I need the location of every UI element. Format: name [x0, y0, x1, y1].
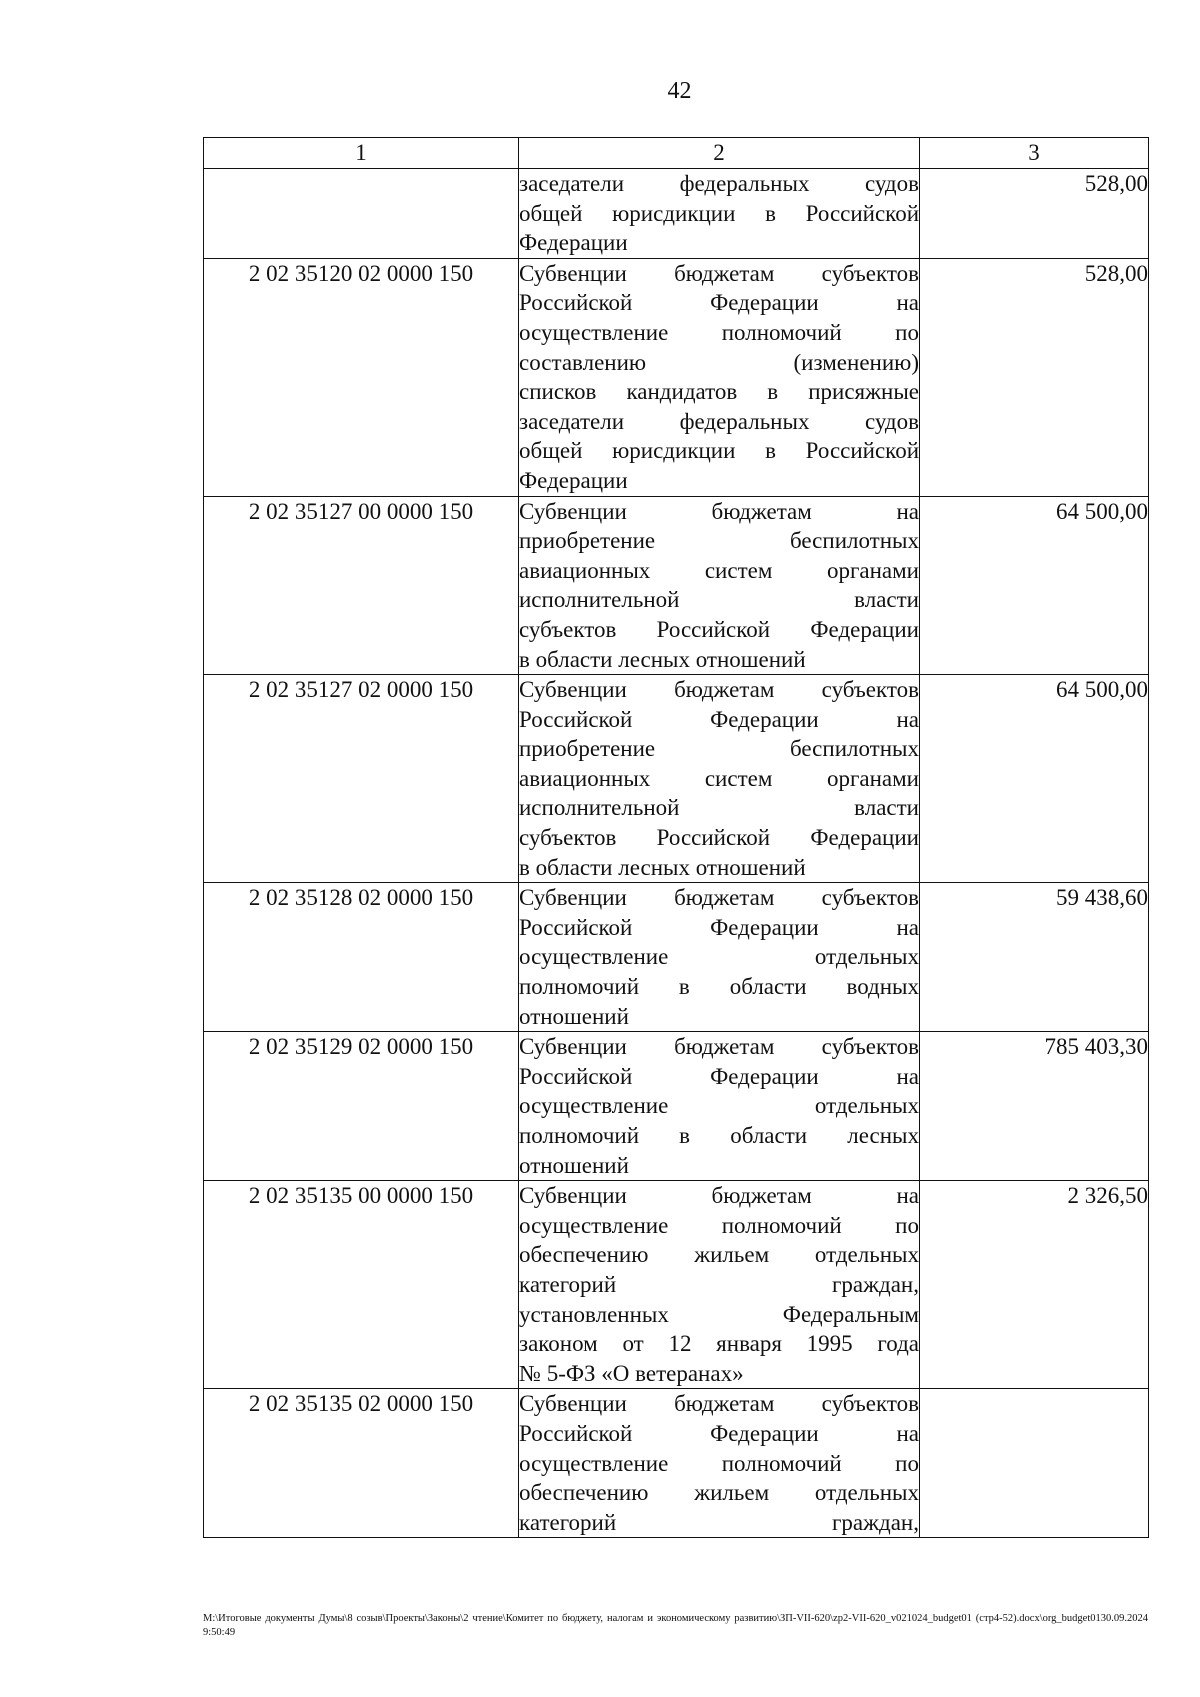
description-line: в области лесных отношений [519, 646, 806, 672]
description-line: Российской Федерации на [519, 914, 919, 940]
description-line: исполнительной власти [519, 587, 919, 613]
amount-cell: 528,00 [920, 258, 1149, 496]
description-line: Субвенции бюджетам субъектов [519, 885, 919, 911]
revenue-code-cell: 2 02 35127 00 0000 150 [204, 496, 519, 675]
table-row [204, 1181, 1149, 1389]
description-line: Субвенции бюджетам на [519, 498, 919, 524]
revenue-code-cell: 2 02 35120 02 0000 150 [204, 258, 519, 496]
description-line: полномочий в области водных [519, 974, 919, 1000]
description-line: в области лесных отношений [519, 854, 806, 880]
table-row [204, 883, 1149, 1032]
description-line: категорий граждан, [519, 1271, 919, 1297]
revenue-code-cell: 2 02 35127 02 0000 150 [204, 675, 519, 883]
description-line: осуществление отдельных [519, 1093, 919, 1119]
description-line: осуществление полномочий по [519, 319, 919, 345]
description-line: категорий граждан, [519, 1509, 919, 1535]
description-line: осуществление отдельных [519, 944, 919, 970]
budget-table [203, 137, 1149, 1538]
description-line: субъектов Российской Федерации [519, 825, 919, 851]
amount-cell: 528,00 [920, 169, 1149, 259]
description-line: осуществление полномочий по [519, 1212, 919, 1238]
description-cell [519, 1389, 920, 1538]
amount-cell [920, 1389, 1149, 1538]
description-line: отношений [519, 1003, 629, 1029]
description-line: Российской Федерации на [519, 1420, 919, 1446]
description-line: Российской Федерации на [519, 1063, 919, 1089]
column-header-amount: 3 [920, 138, 1149, 169]
table-row [204, 675, 1149, 883]
description-line: № 5-ФЗ «О ветеранах» [519, 1360, 744, 1386]
description-line: заседатели федеральных судов [519, 171, 919, 196]
description-line: Российской Федерации на [519, 706, 919, 732]
description-cell [519, 1181, 920, 1389]
description-line: составлению (изменению) [519, 349, 919, 375]
column-header-description: 2 [519, 138, 920, 169]
description-line: субъектов Российской Федерации [519, 616, 919, 642]
revenue-code-cell: 2 02 35129 02 0000 150 [204, 1032, 519, 1181]
description-line: Субвенции бюджетам субъектов [519, 260, 919, 286]
table-header-row [204, 138, 1149, 169]
amount-cell: 59 438,60 [920, 883, 1149, 1032]
description-line: обеспечению жильем отдельных [519, 1480, 919, 1506]
column-header-code: 1 [204, 138, 519, 169]
description-line: обеспечению жильем отдельных [519, 1242, 919, 1268]
description-line: Субвенции бюджетам на [519, 1183, 919, 1209]
description-line: авиационных систем органами [519, 557, 919, 583]
table-row [204, 1032, 1149, 1181]
amount-cell: 64 500,00 [920, 496, 1149, 675]
table-row [204, 496, 1149, 675]
revenue-code-cell: 2 02 35135 00 0000 150 [204, 1181, 519, 1389]
description-cell [519, 883, 920, 1032]
amount-cell: 2 326,50 [920, 1181, 1149, 1389]
table-row [204, 1389, 1149, 1538]
description-cell [519, 1032, 920, 1181]
revenue-code-cell: 2 02 35135 02 0000 150 [204, 1389, 519, 1538]
description-cell [519, 496, 920, 675]
description-line: Федерации [519, 467, 628, 493]
description-line: исполнительной власти [519, 795, 919, 821]
description-line: приобретение беспилотных [519, 528, 919, 554]
page-number: 42 [667, 78, 692, 104]
description-line: Субвенции бюджетам субъектов [519, 1391, 919, 1417]
footer-file-path: M:\Итоговые документы Думы\8 созыв\Проекты\Законы\2 чтение\Комитет по бюджету, налогам и экономическому развитию\ЗП-VII-620\zp2-VII-620_v021024_budget01 (стр4-52).docx\org_budget0130.09.2024 9:50:49 [203, 1613, 1148, 1638]
description-line: общей юрисдикции в Российской [519, 438, 919, 464]
description-line: законом от 12 января 1995 года [519, 1331, 919, 1357]
description-line: Субвенции бюджетам субъектов [519, 677, 919, 703]
description-line: общей юрисдикции в Российской [519, 200, 919, 226]
description-line: осуществление полномочий по [519, 1450, 919, 1476]
description-cell [519, 675, 920, 883]
description-line: Федерации [519, 230, 628, 256]
description-line: Российской Федерации на [519, 290, 919, 316]
description-line: установленных Федеральным [519, 1301, 919, 1327]
amount-cell: 785 403,30 [920, 1032, 1149, 1181]
description-line: полномочий в области лесных [519, 1123, 919, 1148]
table-body [204, 169, 1149, 1538]
description-line: списков кандидатов в присяжные [519, 379, 919, 405]
description-line: Субвенции бюджетам субъектов [519, 1034, 919, 1060]
table-row [204, 169, 1149, 259]
description-line: приобретение беспилотных [519, 736, 919, 762]
revenue-code-cell: 2 02 35128 02 0000 150 [204, 883, 519, 1032]
description-line: заседатели федеральных судов [519, 408, 919, 434]
amount-cell: 64 500,00 [920, 675, 1149, 883]
description-line: авиационных систем органами [519, 765, 919, 791]
description-cell [519, 258, 920, 496]
revenue-code-cell [204, 169, 519, 259]
table-row [204, 258, 1149, 496]
description-cell [519, 169, 920, 259]
description-line: отношений [519, 1152, 629, 1178]
